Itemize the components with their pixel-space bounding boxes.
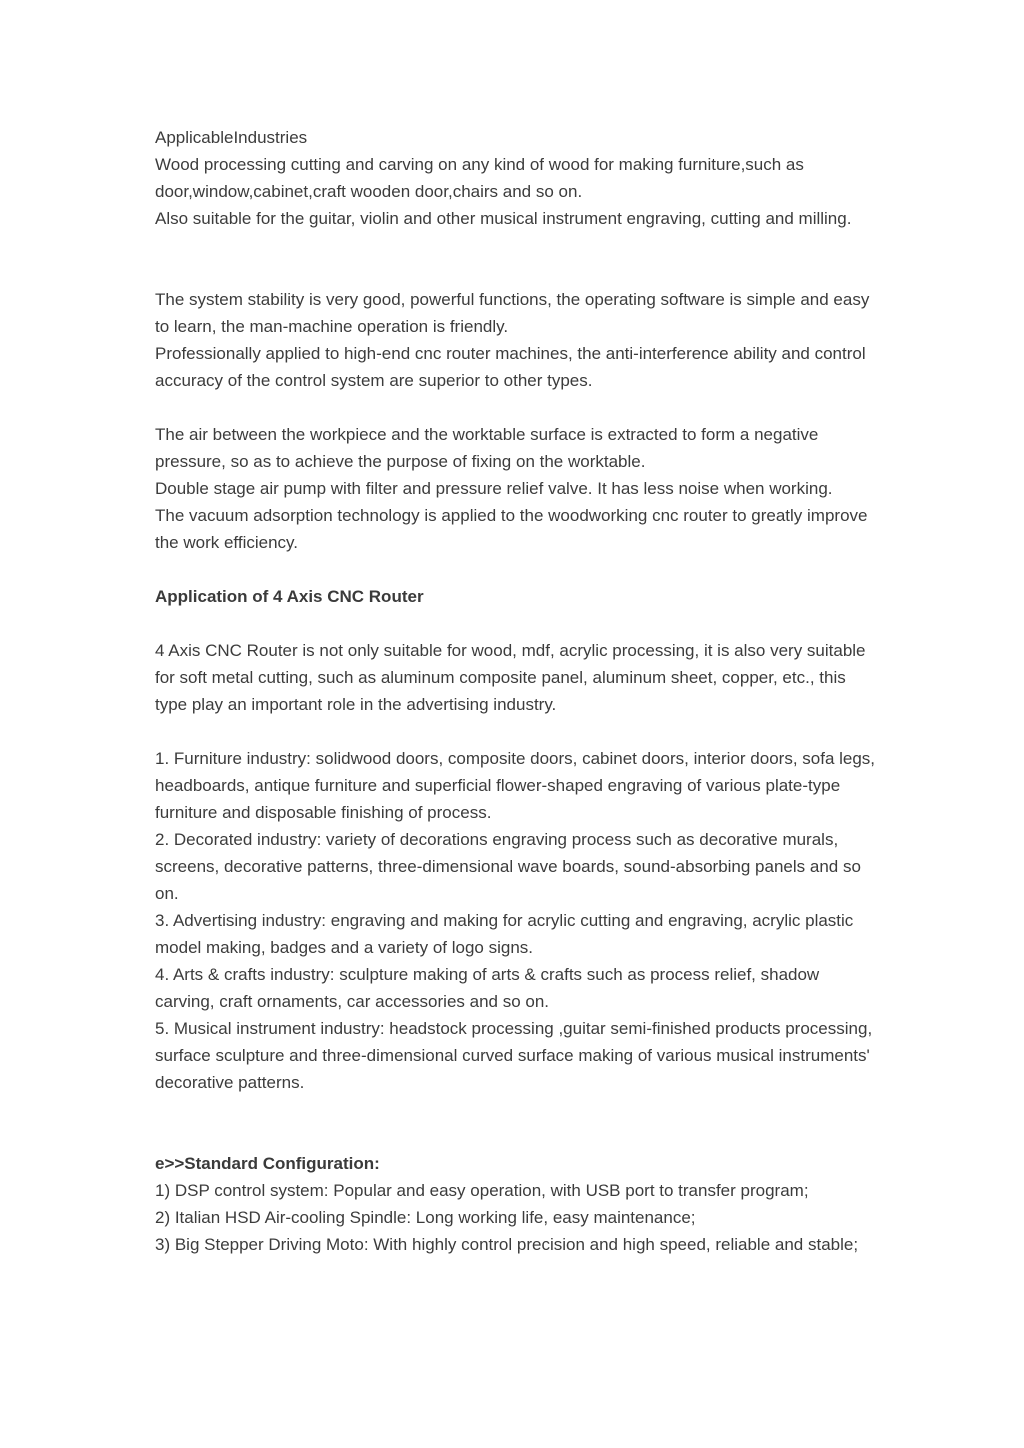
list-item-industry: 1. Furniture industry: solidwood doors, composite doors, cabinet doors, interior doors, sofa legs, headboards, antique furniture and superficial flower-shaped engraving of various plate-type furniture and disposable finishing of process. [155,749,876,822]
paragraph-wood-processing: Wood processing cutting and carving on any kind of wood for making furniture,such as door,window,cabinet,craft wooden door,chairs and so on. [155,155,804,201]
heading-application: Application of 4 Axis CNC Router [155,587,424,606]
list-item-industry: 5. Musical instrument industry: headstock processing ,guitar semi-finished products processing, surface sculpture and three-dimensional curved surface making of various musical instruments' decorative patterns. [155,1019,873,1092]
paragraph-professional-use: Professionally applied to high-end cnc router machines, the anti-interference ability and control accuracy of the control system are superior to other types. [155,344,866,390]
paragraph-vacuum-adsorption: The vacuum adsorption technology is applied to the woodworking cnc router to greatly improve the work efficiency. [155,506,868,552]
spacer [155,394,880,421]
section-label-applicable-industries: ApplicableIndustries [155,128,308,147]
paragraph-air-pressure: The air between the workpiece and the worktable surface is extracted to form a negative pressure, so as to achieve the purpose of fixing on the worktable. [155,425,819,471]
list-item-industry: 3. Advertising industry: engraving and making for acrylic cutting and engraving, acrylic plastic model making, badges and a variety of logo signs. [155,911,854,957]
list-item-config: 1) DSP control system: Popular and easy operation, with USB port to transfer program; [155,1181,809,1200]
spacer [155,556,880,583]
heading-standard-configuration: e>>Standard Configuration: [155,1154,380,1173]
spacer [155,1096,880,1150]
list-item-industry: 4. Arts & crafts industry: sculpture making of arts & crafts such as process relief, shadow carving, craft ornaments, car accessories and so on. [155,965,820,1011]
spacer [155,232,880,286]
spacer [155,610,880,637]
paragraph-musical-instruments: Also suitable for the guitar, violin and other musical instrument engraving, cutting and milling. [155,209,852,228]
paragraph-air-pump: Double stage air pump with filter and pressure relief valve. It has less noise when working. [155,479,833,498]
list-item-industry: 2. Decorated industry: variety of decorations engraving process such as decorative murals, screens, decorative patterns, three-dimensional wave boards, sound-absorbing panels and so on. [155,830,861,903]
paragraph-system-stability: The system stability is very good, powerful functions, the operating software is simple and easy to learn, the man-machine operation is friendly. [155,290,870,336]
document-body [155,124,880,1258]
list-item-config: 2) Italian HSD Air-cooling Spindle: Long working life, easy maintenance; [155,1208,696,1227]
list-item-config: 3) Big Stepper Driving Moto: With highly control precision and high speed, reliable and stable; [155,1235,859,1254]
spacer [155,718,880,745]
paragraph-4-axis-router: 4 Axis CNC Router is not only suitable for wood, mdf, acrylic processing, it is also very suitable for soft metal cutting, such as aluminum composite panel, aluminum sheet, copper, etc., this type play an important role in the advertising industry. [155,641,866,714]
